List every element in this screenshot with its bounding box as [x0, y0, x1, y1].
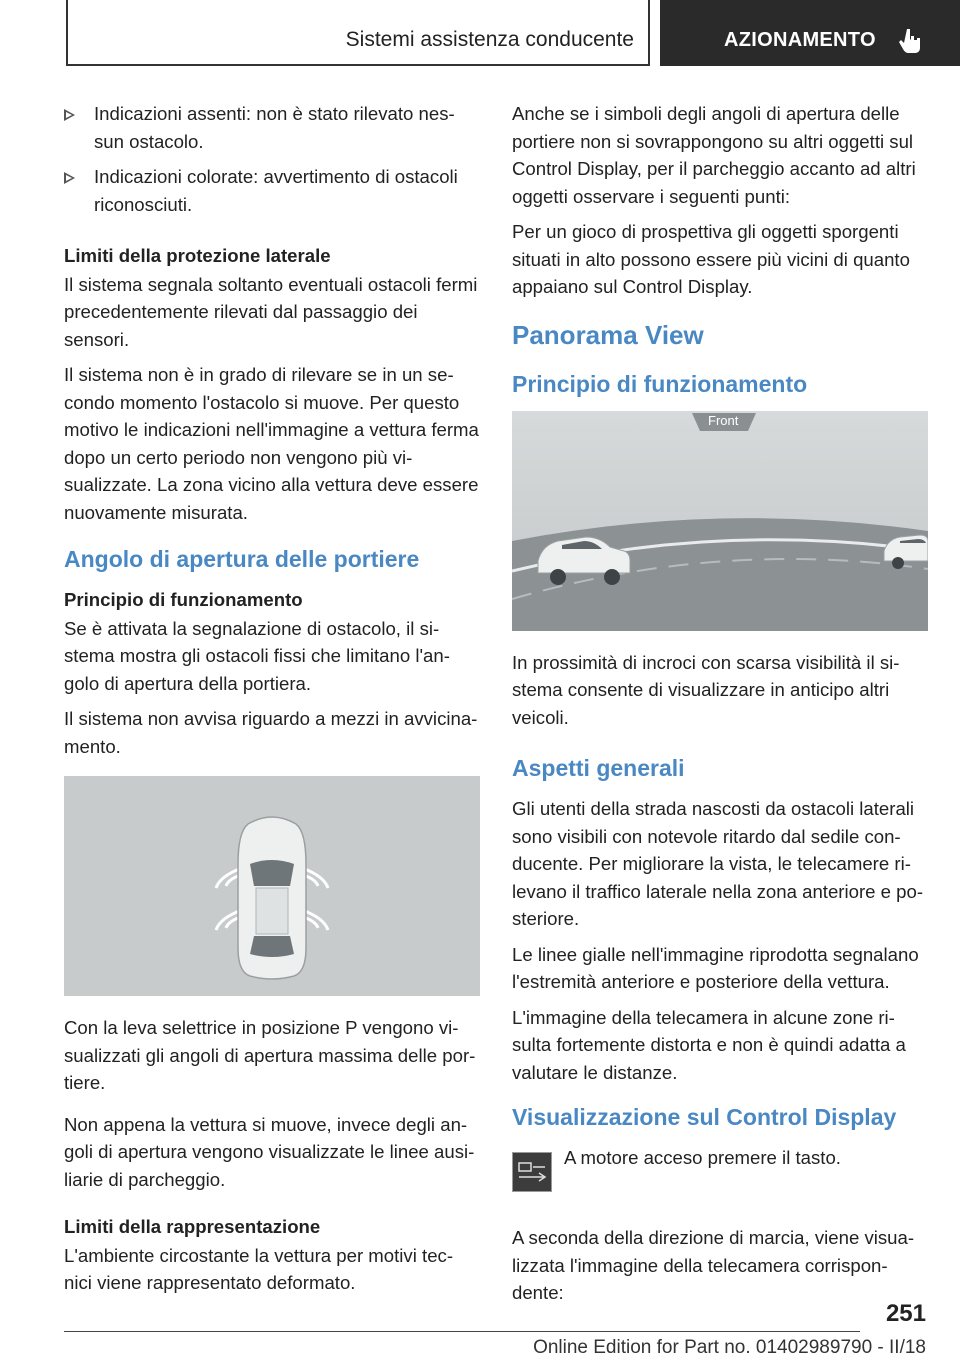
representation-limits-title: Limiti della rappresentazione: [64, 1216, 321, 1237]
door-principle-title: Principio di funzionamento: [64, 589, 303, 610]
panorama-camera-illustration: [512, 411, 928, 631]
footer-divider: [64, 1331, 860, 1332]
list-item: Indicazioni colorate: avvertimento di ostacoli riconosciuti.: [64, 163, 480, 218]
triangle-bullet-icon: [64, 109, 75, 121]
side-protection-title: Limiti della protezione laterale: [64, 245, 331, 266]
paragraph: L'ambiente circostante la vettura per motivi tec-nici viene rappresentato deformato.: [64, 1244, 454, 1293]
hand-pointer-icon: [896, 26, 926, 56]
paragraph: Per un gioco di prospettiva gli oggetti sporgenti situati in alto possono essere più vicini di quanto appaiano sul Control Display.: [512, 221, 910, 297]
chapter-title: AZIONAMENTO: [724, 29, 876, 51]
chapter-tab: [660, 0, 960, 66]
triangle-bullet-icon: [64, 172, 75, 184]
panorama-view-heading: Panorama View: [512, 319, 704, 350]
door-angle-figure: [64, 776, 480, 996]
list-item: Indicazioni assenti: non è stato rilevato nes-sun ostacolo.: [64, 100, 480, 155]
page-number: 251: [885, 1300, 926, 1327]
paragraph: In prossimità di incroci con scarsa visibilità il si-stema consente di visualizzare in anticipo altri veicoli.: [512, 651, 900, 728]
right-column: [512, 100, 928, 1315]
section-title: Sistemi assistenza conducente: [345, 28, 634, 51]
paragraph: A seconda della direzione di marcia, viene visua-lizzata l'immagine della telecamera corrispon-dente:: [512, 1227, 915, 1303]
panorama-camera-figure: [512, 411, 928, 631]
button-instruction-text: A motore acceso premere il tasto.: [564, 1147, 841, 1168]
section-tab: [66, 0, 650, 66]
paragraph: Non appena la vettura si muove, invece degli an-goli di apertura vengono visualizzate le linee ausi-liarie di parcheggio.: [64, 1113, 475, 1190]
car-top-view-illustration: [64, 776, 480, 996]
paragraph: Il sistema segnala soltanto eventuali ostacoli fermi precedentemente rilevati dal passaggio dei sensori.: [64, 273, 478, 350]
camera-button-instruction: [512, 1144, 928, 1214]
door-angle-heading: Angolo di apertura delle portiere: [64, 546, 420, 572]
left-column: [64, 100, 480, 1305]
paragraph: Le linee gialle nell'immagine riprodotta segnalano l'estremità anteriore e posteriore della vettura.: [512, 943, 919, 992]
paragraph: Anche se i simboli degli angoli di apertura delle portiere non si sovrappongono su altri oggetti sul Control Display, per il parcheggio accanto ad altri oggetti osservare i seguenti punti:: [512, 103, 916, 207]
paragraph: Gli utenti della strada nascosti da ostacoli laterali sono visibili con notevole ritardo dal sedile con-ducente. Per migliorare la vista, le telecamere ri-levano il traffico laterale nella zona anteriore e po-steriore.: [512, 798, 924, 929]
edition-note: Online Edition for Part no. 01402989790 - II/18: [533, 1337, 926, 1358]
paragraph: L'immagine della telecamera in alcune zone ri-sulta fortemente distorta e non è quindi adatta a valutare le distanze.: [512, 1006, 906, 1083]
general-aspects-heading: Aspetti generali: [512, 755, 685, 781]
camera-button-icon[interactable]: [512, 1152, 552, 1192]
front-label: Front: [708, 412, 739, 428]
page-header: [0, 0, 960, 66]
paragraph: Se è attivata la segnalazione di ostacolo, il si-stema mostra gli ostacoli fissi che limitano l'an-golo di apertura della portiera.: [64, 617, 450, 694]
paragraph: Il sistema non avvisa riguardo a mezzi in avvicina-mento.: [64, 708, 478, 757]
paragraph: Con la leva selettrice in posizione P vengono vi-sualizzati gli angoli di apertura massima delle por-tiere.: [64, 1017, 476, 1093]
paragraph: Il sistema non è in grado di rilevare se in un se-condo momento l'ostacolo si muove. Per questo motivo le indicazioni nell'immagine a vettura ferma dopo un certo periodo non vengono più vi-sualizzate. La zona vicino alla vettura deve essere nuovamente misurata.: [64, 364, 479, 523]
principle-heading: Principio di funzionamento: [512, 370, 808, 397]
control-display-heading: Visualizzazione sul Control Display: [512, 1104, 897, 1130]
